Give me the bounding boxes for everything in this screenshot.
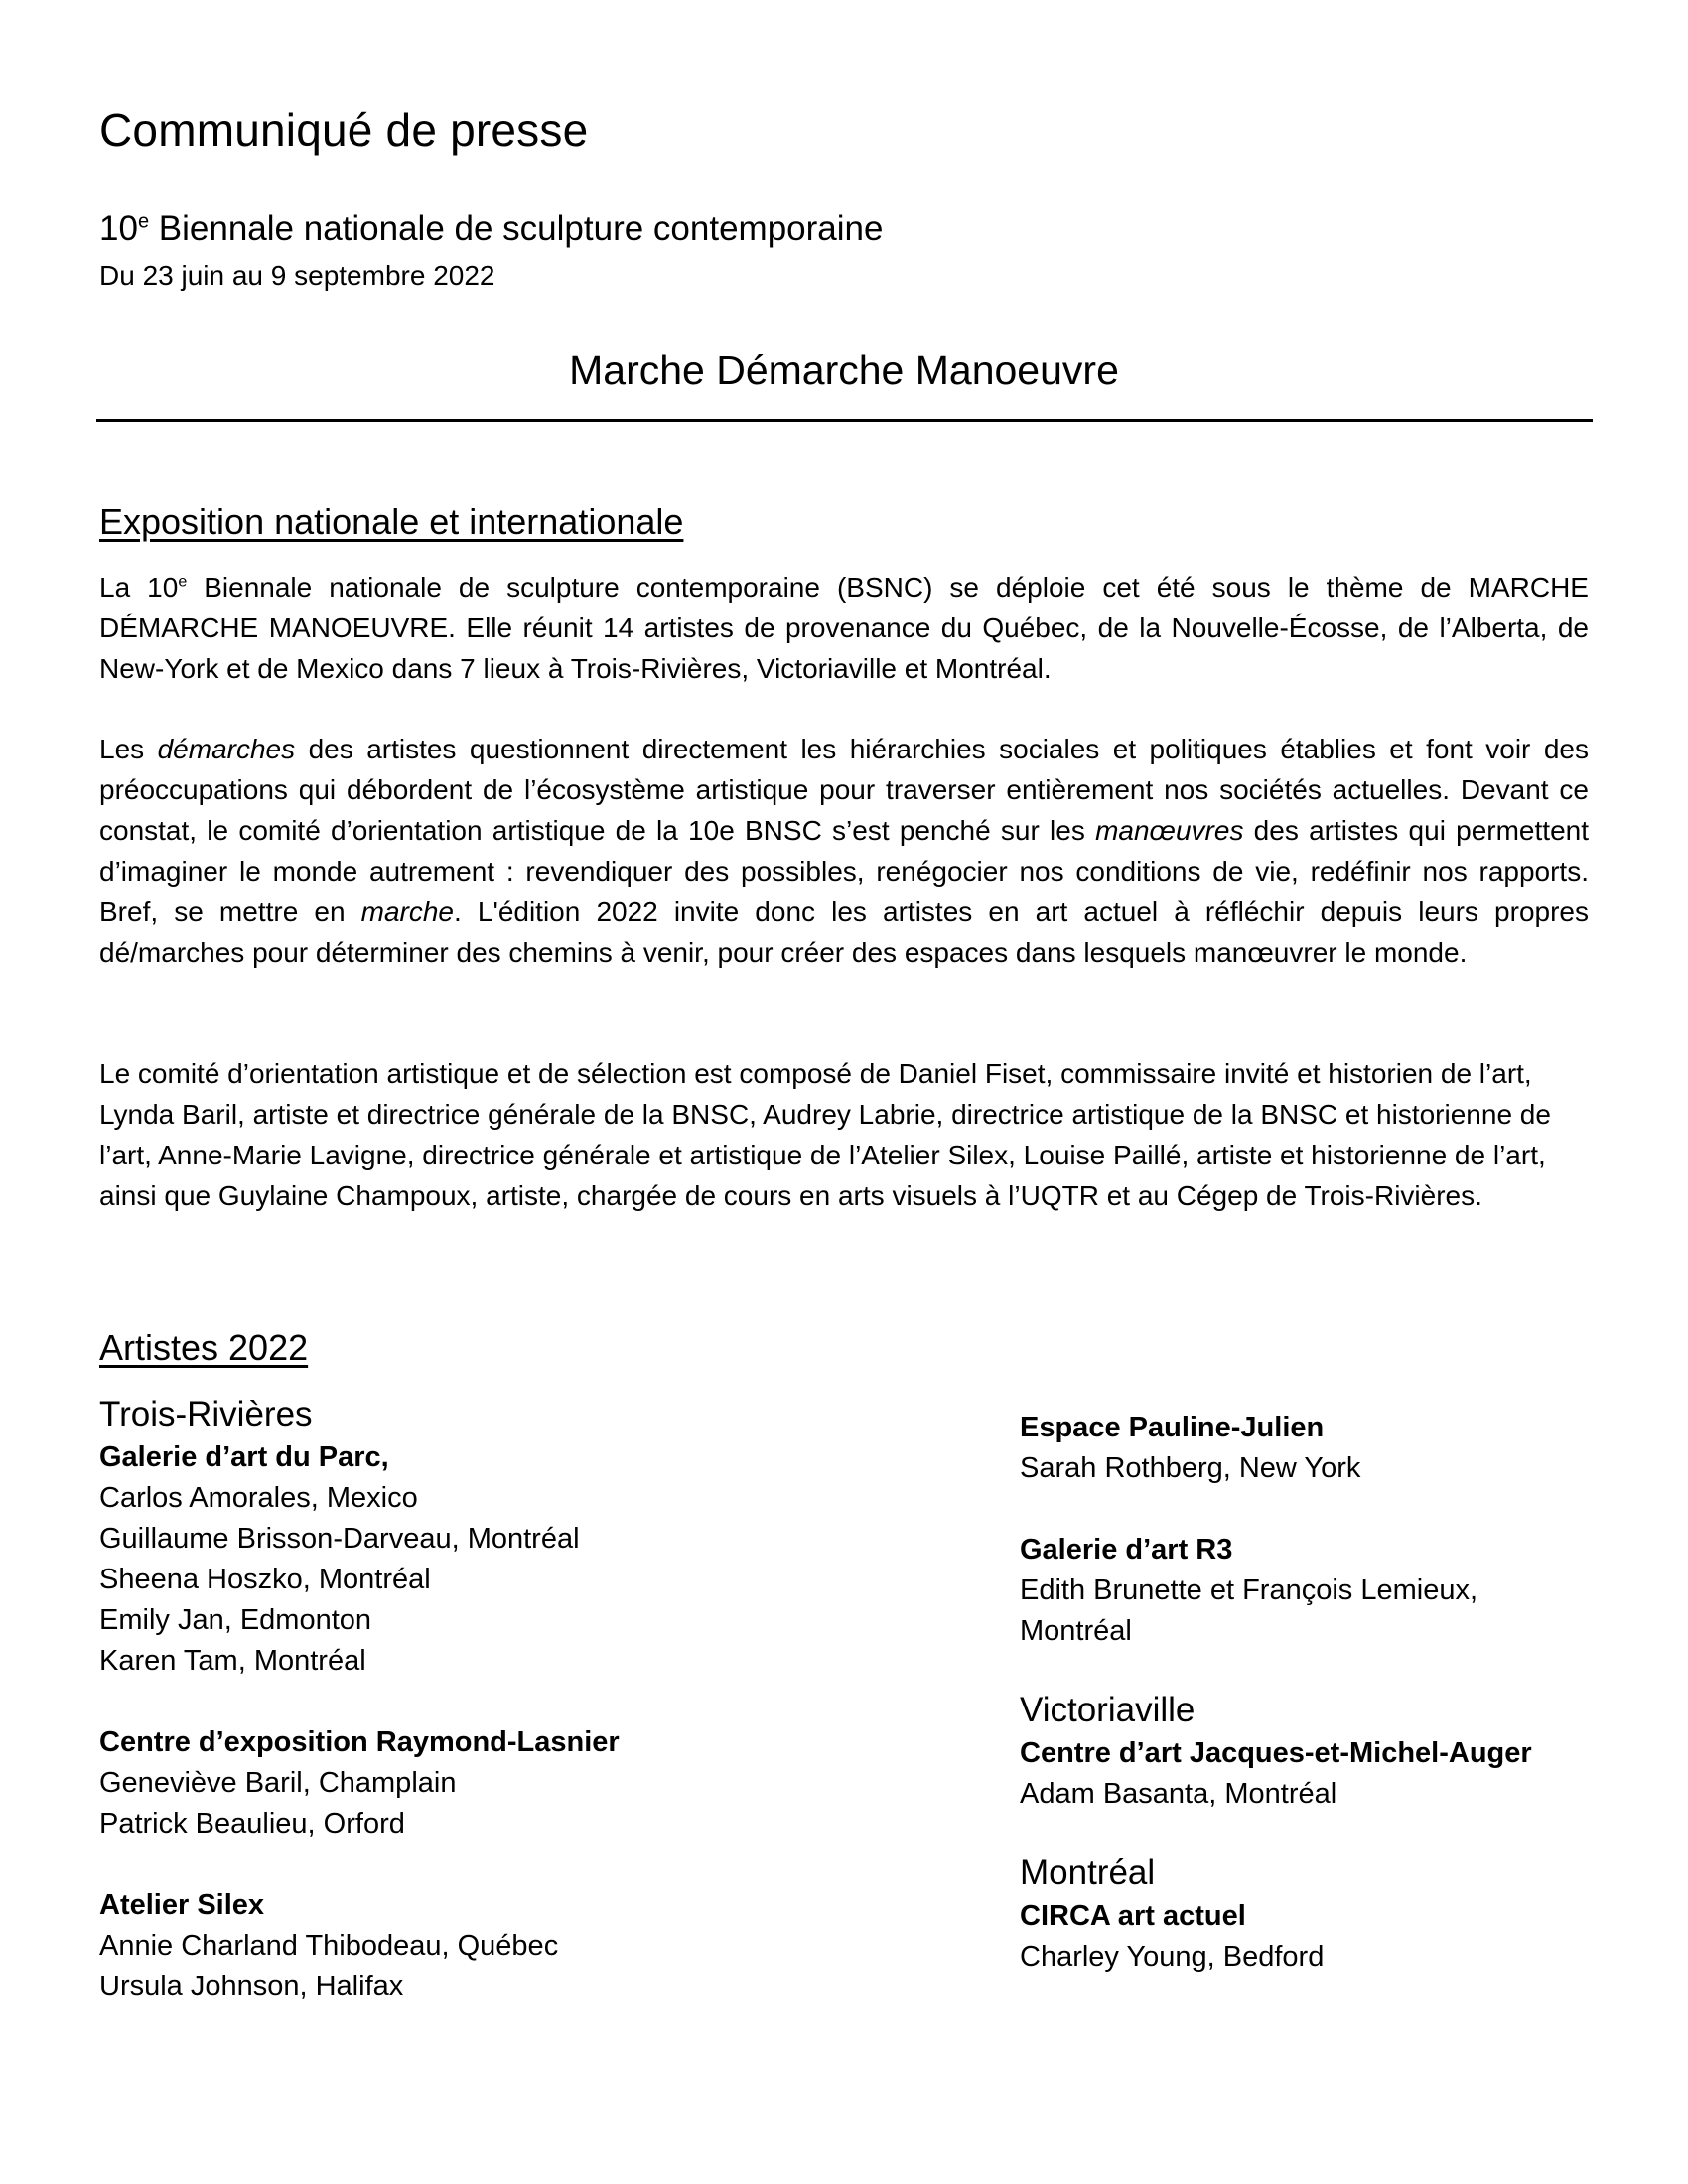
approach-text-4: . L'édition 2022 invite donc les artistes en art actuel à réfléchir depuis leurs propres dé/marches pour déterminer des chemins à venir, pour créer des espaces dans lesquels manœuvrer le monde. [99, 896, 1589, 968]
intro-ordinal-suffix: e [178, 573, 188, 591]
approach-paragraph [99, 729, 1589, 973]
theme-caps: MARCHE DÉMARCHE MANOEUVRE. [99, 572, 1589, 643]
artist-entry: Patrick Beaulieu, Orford [99, 1808, 405, 1840]
venue-galerie-r3: Galerie d’art R3 [1020, 1534, 1233, 1566]
intro-text-start: La 10 [99, 572, 179, 603]
event-number: 10 [99, 209, 138, 248]
approach-text-3: des artistes qui permettent d’imaginer le monde autrement : revendiquer des possibles, renégocier nos conditions de vie, redéfinir nos rapports. Bref, se mettre en [99, 815, 1589, 927]
event-title [99, 209, 883, 249]
document-type-title: Communiqué de presse [99, 104, 589, 156]
venue-espace-pauline-julien: Espace Pauline-Julien [1020, 1412, 1325, 1443]
artist-entry: Annie Charland Thibodeau, Québec [99, 1930, 559, 1962]
event-dates: Du 23 juin au 9 septembre 2022 [99, 260, 495, 291]
header-divider [96, 419, 1593, 422]
approach-emphasis-manoeuvres: manœuvres [1095, 815, 1244, 846]
spacer [1020, 1815, 1616, 1850]
event-name: Biennale nationale de sculpture contemporaine [149, 209, 884, 248]
artist-entry: Karen Tam, Montréal [99, 1645, 366, 1677]
section-heading-artists: Artistes 2022 [99, 1327, 309, 1368]
approach-emphasis-demarches: démarches [157, 734, 296, 764]
artist-entry: Geneviève Baril, Champlain [99, 1767, 457, 1799]
exhibition-theme: Marche Démarche Manoeuvre [569, 347, 1119, 393]
intro-paragraph [99, 567, 1589, 689]
artist-entry: Montréal [1020, 1615, 1132, 1647]
approach-emphasis-marche: marche [360, 896, 455, 927]
committee-paragraph: Le comité d’orientation artistique et de sélection est composé de Daniel Fiset, commissaire invité et historien de l’art, Lynda Baril, artiste et directrice générale de la BNSC, Audrey Labrie, directrice artistique de la BNSC et historienne de l’art, Anne-Marie Lavigne, directrice générale et artistique de l’Atelier Silex, Louise Paillé, artiste et historienne de l’art, ainsi que Guylaine Champoux, artiste, chargée de cours en arts visuels à l’UQTR et au Cégep de Trois-Rivières. [99, 1058, 1551, 1211]
artist-entry: Adam Basanta, Montréal [1020, 1778, 1337, 1810]
approach-text-2: des artistes questionnent directement les hiérarchies sociales et politiques établies et font voir des préoccupations qui débordent de l’écosystème artistique pour traverser entièrement nos sociétés actuelles. Devant ce constat, le comité d’orientation artistique de la 10e BNSC s’est penché sur les [99, 734, 1589, 846]
venue-circa-art-actuel: CIRCA art actuel [1020, 1900, 1246, 1932]
artist-entry: Sheena Hoszko, Montréal [99, 1564, 431, 1595]
spacer [99, 1682, 854, 1722]
artist-entry: Sarah Rothberg, New York [1020, 1452, 1361, 1484]
artist-entry: Guillaume Brisson-Darveau, Montréal [99, 1523, 580, 1555]
section-heading-exposition: Exposition nationale et internationale [99, 501, 684, 542]
artist-entry: Ursula Johnson, Halifax [99, 1971, 404, 2002]
spacer [1020, 1652, 1616, 1688]
city-heading-trois-rivieres: Trois-Rivières [99, 1395, 313, 1433]
venue-atelier-silex: Atelier Silex [99, 1889, 265, 1921]
artist-entry: Charley Young, Bedford [1020, 1941, 1325, 1973]
artist-entry: Emily Jan, Edmonton [99, 1604, 372, 1636]
intro-text-middle: Biennale nationale de sculpture contemporaine (BSNC) se déploie cet été sous le thème de [187, 572, 1469, 603]
city-heading-montreal: Montréal [1020, 1853, 1156, 1892]
artists-column-left [99, 1392, 854, 2007]
artist-entry: Carlos Amorales, Mexico [99, 1482, 418, 1514]
approach-text-1: Les [99, 734, 158, 764]
venue-galerie-du-parc: Galerie d’art du Parc, [99, 1441, 389, 1473]
intro-text-end: Elle réunit 14 artistes de provenance du Québec, de la Nouvelle-Écosse, de l’Alberta, de New-York et de Mexico dans 7 lieux à Trois-Rivières, Victoriaville et Montréal. [99, 613, 1590, 684]
venue-raymond-lasnier: Centre d’exposition Raymond-Lasnier [99, 1726, 620, 1758]
venue-jacques-et-michel-auger: Centre d’art Jacques-et-Michel-Auger [1020, 1737, 1532, 1769]
city-heading-victoriaville: Victoriaville [1020, 1691, 1196, 1729]
artists-column-right [1020, 1408, 1616, 1978]
artist-entry: Edith Brunette et François Lemieux, [1020, 1574, 1478, 1606]
event-number-suffix: e [137, 210, 150, 233]
spacer [99, 1844, 854, 1885]
spacer [1020, 1489, 1616, 1530]
